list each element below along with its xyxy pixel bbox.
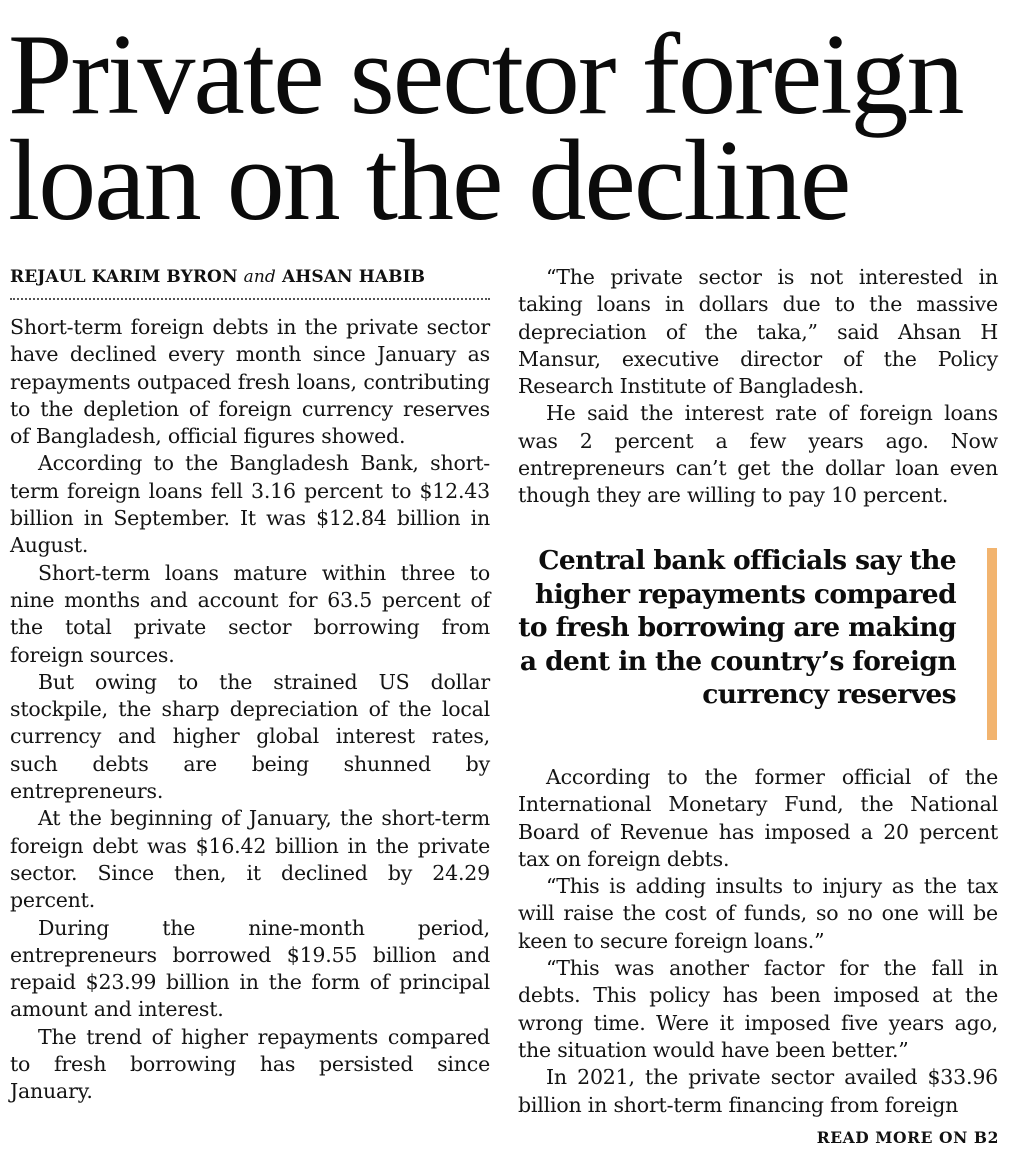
byline-conjunction: and bbox=[243, 267, 276, 287]
pull-quote-text: Central bank officials say the higher repayments compared to fresh borrowing are making a dent in the country’s foreign currency reserves bbox=[518, 545, 956, 710]
body-paragraph: But owing to the strained US dollar stockpile, the sharp depreciation of the local currency and higher global interest rates, such debts are being shunned by entrepreneurs. bbox=[10, 669, 490, 804]
right-column-upper bbox=[518, 264, 998, 510]
body-paragraph: The trend of higher repayments compared to fresh borrowing has persisted since January. bbox=[10, 1024, 490, 1104]
body-paragraph: Short-term loans mature within three to nine months and account for 63.5 percent of the total private sector borrowing from foreign sources. bbox=[10, 560, 490, 667]
body-paragraph: In 2021, the private sector availed $33.96 billion in short-term financing from foreign bbox=[518, 1065, 998, 1117]
pull-quote-accent-bar bbox=[987, 548, 997, 740]
body-paragraph: Short-term foreign debts in the private sector have declined every month since January as repayments outpaced fresh loans, contributing to the depletion of foreign currency reserves of Bangladesh, official figures showed. bbox=[10, 315, 490, 449]
read-more-link[interactable]: READ MORE ON B2 bbox=[816, 1128, 999, 1147]
headline-line-1: Private sector foreign bbox=[8, 11, 963, 139]
headline-line-2: loan on the decline bbox=[8, 117, 850, 245]
body-paragraph: “The private sector is not interested in taking loans in dollars due to the massive depreciation of the taka,” said Ahsan H Mansur, executive director of the Policy Research Institute of Bangladesh. bbox=[518, 265, 998, 399]
body-paragraph: He said the interest rate of foreign loans was 2 percent a few years ago. Now entrepreneurs can’t get the dollar loan even though they are willing to pay 10 percent. bbox=[518, 401, 998, 508]
byline-author-1: REJAUL KARIM BYRON bbox=[10, 267, 238, 287]
byline bbox=[10, 264, 490, 300]
headline bbox=[8, 11, 1003, 245]
body-paragraph: According to the Bangladesh Bank, short-term foreign loans fell 3.16 percent to $12.43 billion in September. It was $12.84 billion in August. bbox=[10, 451, 490, 558]
body-paragraph: During the nine-month period, entrepreneurs borrowed $19.55 billion and repaid $23.99 billion in the form of principal amount and interest. bbox=[10, 915, 490, 1022]
byline-author-2: AHSAN HABIB bbox=[281, 267, 426, 287]
left-column bbox=[10, 264, 490, 1106]
body-paragraph: At the beginning of January, the short-term foreign debt was $16.42 billion in the private sector. Since then, it declined by 24.29 percent. bbox=[10, 806, 490, 913]
right-column-lower bbox=[518, 764, 998, 1119]
pull-quote bbox=[518, 540, 998, 748]
body-paragraph: “This is adding insults to injury as the tax will raise the cost of funds, so no one will be keen to secure foreign loans.” bbox=[518, 874, 998, 953]
body-paragraph: “This was another factor for the fall in debts. This policy has been imposed at the wrong time. Were it imposed five years ago, the situation would have been better.” bbox=[518, 956, 998, 1062]
body-paragraph: According to the former official of the International Monetary Fund, the National Board of Revenue has imposed a 20 percent tax on foreign debts. bbox=[518, 765, 998, 871]
